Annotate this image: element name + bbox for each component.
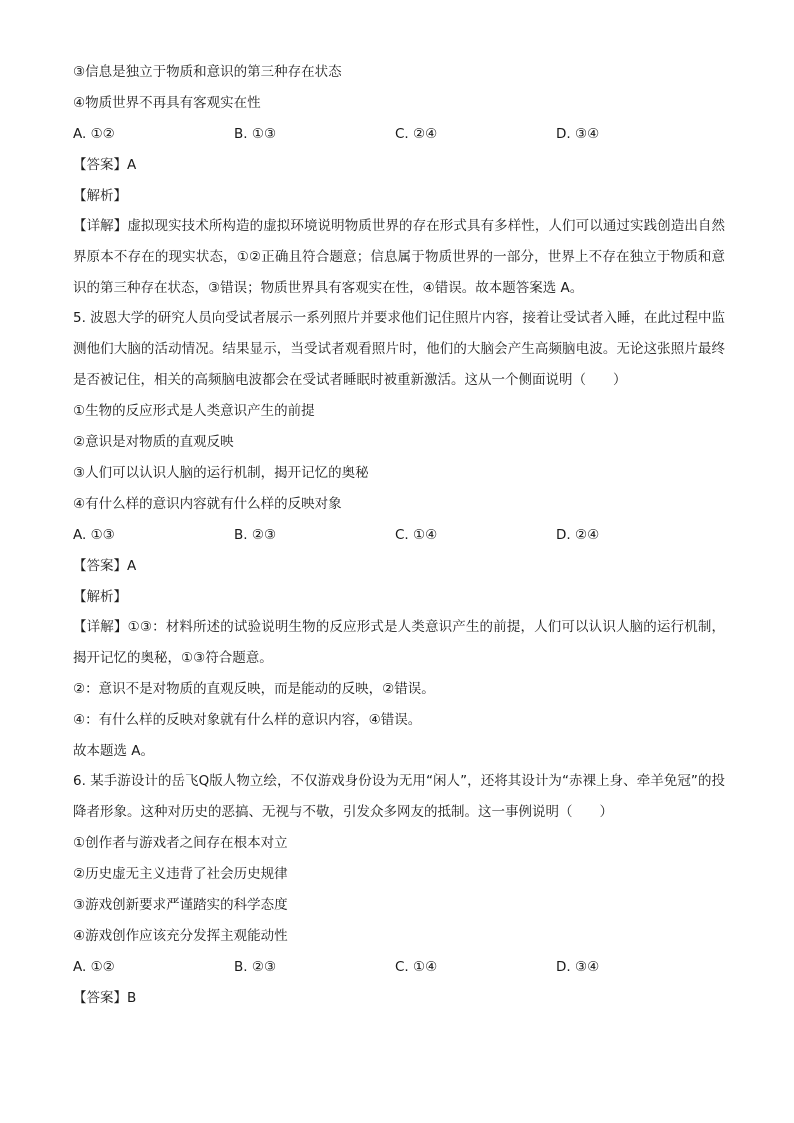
q6-stem: 6. 某手游设计的岳飞Q版人物立绘，不仅游戏身份设为无用“闲人”，还将其设计为“赤裸上身、牵羊免冠”的投降者形象。这种对历史的恶搞、无视与不敬，引发众多网友的抵制。这一事例说明（ ） (73, 773, 725, 820)
q4-options (73, 124, 725, 144)
q6-statement-2: ②历史虚无主义违背了社会历史规律 (73, 866, 288, 882)
q4-statement-4: ④物质世界不再具有客观实在性 (73, 95, 261, 111)
q5-detail-2: ②：意识不是对物质的直观反映，而是能动的反映，②错误。 (73, 681, 435, 697)
q5-answer: 【答案】A (73, 558, 137, 574)
q5-statement-2: ②意识是对物质的直观反映 (73, 434, 234, 450)
q4-option-d: D. ③④ (556, 126, 600, 142)
q6-statement-3: ③游戏创新要求严谨踏实的科学态度 (73, 897, 288, 913)
q4-answer: 【答案】A (73, 157, 137, 173)
q6-option-a: A. ①② (73, 959, 115, 975)
q5-statement-3: ③人们可以认识人脑的运行机制，揭开记忆的奥秘 (73, 465, 369, 481)
q5-conclusion: 故本题选 A。 (73, 743, 155, 759)
q5-option-c: C. ①④ (395, 527, 438, 543)
document-page (73, 62, 725, 1019)
q4-statement-3: ③信息是独立于物质和意识的第三种存在状态 (73, 64, 342, 80)
q6-answer: 【答案】B (73, 990, 137, 1006)
q5-detail-1: 【详解】①③：材料所述的试验说明生物的反应形式是人类意识产生的前提，人们可以认识人脑的运行机制，揭开记忆的奥秘，①③符合题意。 (73, 619, 725, 666)
q5-option-b: B. ②③ (234, 527, 277, 543)
q4-detail: 【详解】虚拟现实技术所构造的虚拟环境说明物质世界的存在形式具有多样性，人们可以通过实践创造出自然界原本不存在的现实状态，①②正确且符合题意；信息属于物质世界的一部分，世界上不存在独立于物质和意识的第三种存在状态，③错误；物质世界具有客观实在性，④错误。故本题答案选 A。 (73, 218, 725, 296)
q4-option-a: A. ①② (73, 126, 115, 142)
q5-statement-1: ①生物的反应形式是人类意识产生的前提 (73, 403, 315, 419)
q6-statement-4: ④游戏创作应该充分发挥主观能动性 (73, 928, 288, 944)
q4-option-b: B. ①③ (234, 126, 277, 142)
q5-analysis-label: 【解析】 (73, 589, 127, 605)
q6-option-c: C. ①④ (395, 959, 438, 975)
q6-statement-1: ①创作者与游戏者之间存在根本对立 (73, 835, 288, 851)
q4-analysis-label: 【解析】 (73, 188, 127, 204)
q6-option-d: D. ③④ (556, 959, 600, 975)
q5-stem: 5. 波恩大学的研究人员向受试者展示一系列照片并要求他们记住照片内容，接着让受试者入睡，在此过程中监测他们大脑的活动情况。结果显示，当受试者观看照片时，他们的大脑会产生高频脑电波。无论这张照片最终是否被记住，相关的高频脑电波都会在受试者睡眠时被重新激活。这从一个侧面说明（ ） (73, 310, 725, 388)
q5-options (73, 525, 725, 545)
q5-statement-4: ④有什么样的意识内容就有什么样的反映对象 (73, 496, 342, 512)
q4-option-c: C. ②④ (395, 126, 438, 142)
q6-option-b: B. ②③ (234, 959, 277, 975)
q6-options (73, 957, 725, 977)
q5-detail-3: ④：有什么样的反映对象就有什么样的意识内容，④错误。 (73, 712, 422, 728)
q5-option-d: D. ②④ (556, 527, 600, 543)
q5-option-a: A. ①③ (73, 527, 115, 543)
